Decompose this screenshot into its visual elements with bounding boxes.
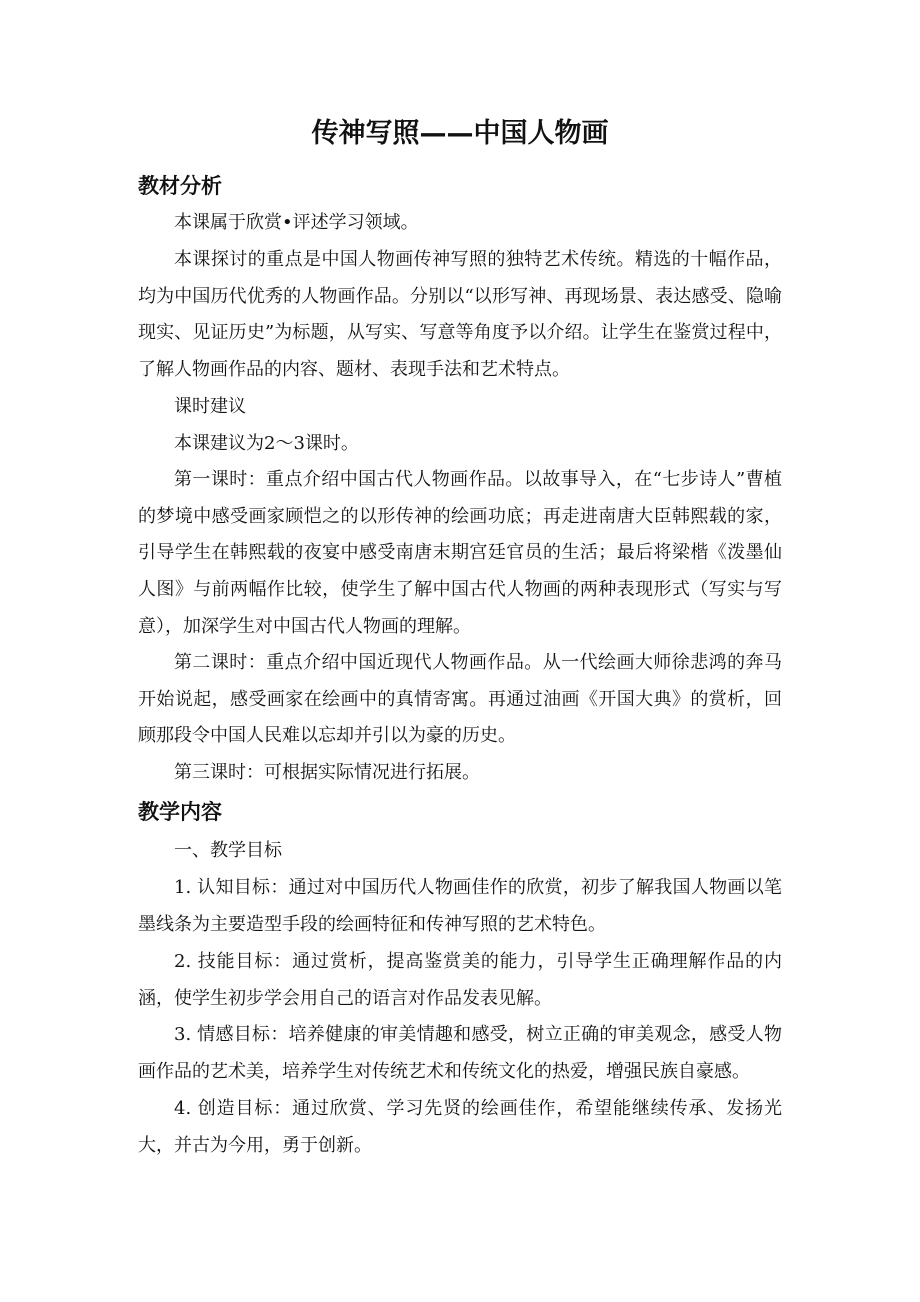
paragraph-cognitive-goal: 1. 认知目标：通过对中国历代人物画佳作的欣赏，初步了解我国人物画以笔墨线条为主要造型手段的绘画特征和传神写照的艺术特色。 bbox=[138, 877, 782, 935]
paragraph-first-lesson: 第一课时：重点介绍中国古代人物画作品。以故事导入，在“七步诗人”曹植的梦境中感受画家顾恺之的以形传神的绘画功底；再走进南唐大臣韩熙载的家，引导学生在韩熙载的夜宴中感受南唐末期宫廷官员的生活；最后将梁楷《泼墨仙人图》与前两幅作比较，使学生了解中国古代人物画的两种表现形式（写实与写意），加深学生对中国古代人物画的理解。 bbox=[138, 469, 782, 637]
document-title: 传神写照——中国人物画 bbox=[311, 118, 609, 149]
paragraph-emotional-goal: 3. 情感目标：培养健康的审美情趣和感受，树立正确的审美观念，感受人物画作品的艺术美，培养学生对传统艺术和传统文化的热爱，增强民族自豪感。 bbox=[138, 1024, 782, 1082]
paragraph-third-lesson: 第三课时：可根据实际情况进行拓展。 bbox=[174, 762, 480, 783]
section-heading-textbook-analysis: 教材分析 bbox=[138, 174, 222, 198]
paragraph-creative-goal: 4. 创造目标：通过欣赏、学习先贤的绘画佳作，希望能继续传承、发扬光大，并古为今用，勇于创新。 bbox=[138, 1098, 782, 1156]
paragraph-learning-domain: 本课属于欣赏•评述学习领域。 bbox=[174, 212, 419, 233]
paragraph-class-hours-label: 课时建议 bbox=[174, 396, 246, 417]
paragraph-lesson-focus: 本课探讨的重点是中国人物画传神写照的独特艺术传统。精选的十幅作品，均为中国历代优秀的人物画作品。分别以“以形写神、再现场景、表达感受、隐喻现实、见证历史”为标题，从写实、写意等角度予以介绍。让学生在鉴赏过程中，了解人物画作品的内容、题材、表现手法和艺术特点。 bbox=[138, 249, 782, 381]
section-heading-teaching-content: 教学内容 bbox=[138, 800, 222, 824]
paragraph-second-lesson: 第二课时：重点介绍中国近现代人物画作品。从一代绘画大师徐悲鸿的奔马开始说起，感受画家在绘画中的真情寄寓。再通过油画《开国大典》的赏析，回顾那段令中国人民难以忘却并引以为豪的历史。 bbox=[138, 652, 782, 747]
paragraph-skill-goal: 2. 技能目标：通过赏析，提高鉴赏美的能力，引导学生正确理解作品的内涵，使学生初步学会用自己的语言对作品发表见解。 bbox=[138, 951, 782, 1009]
paragraph-class-hours: 本课建议为2～3课时。 bbox=[174, 433, 359, 454]
paragraph-teaching-goals-label: 一、教学目标 bbox=[174, 840, 282, 861]
